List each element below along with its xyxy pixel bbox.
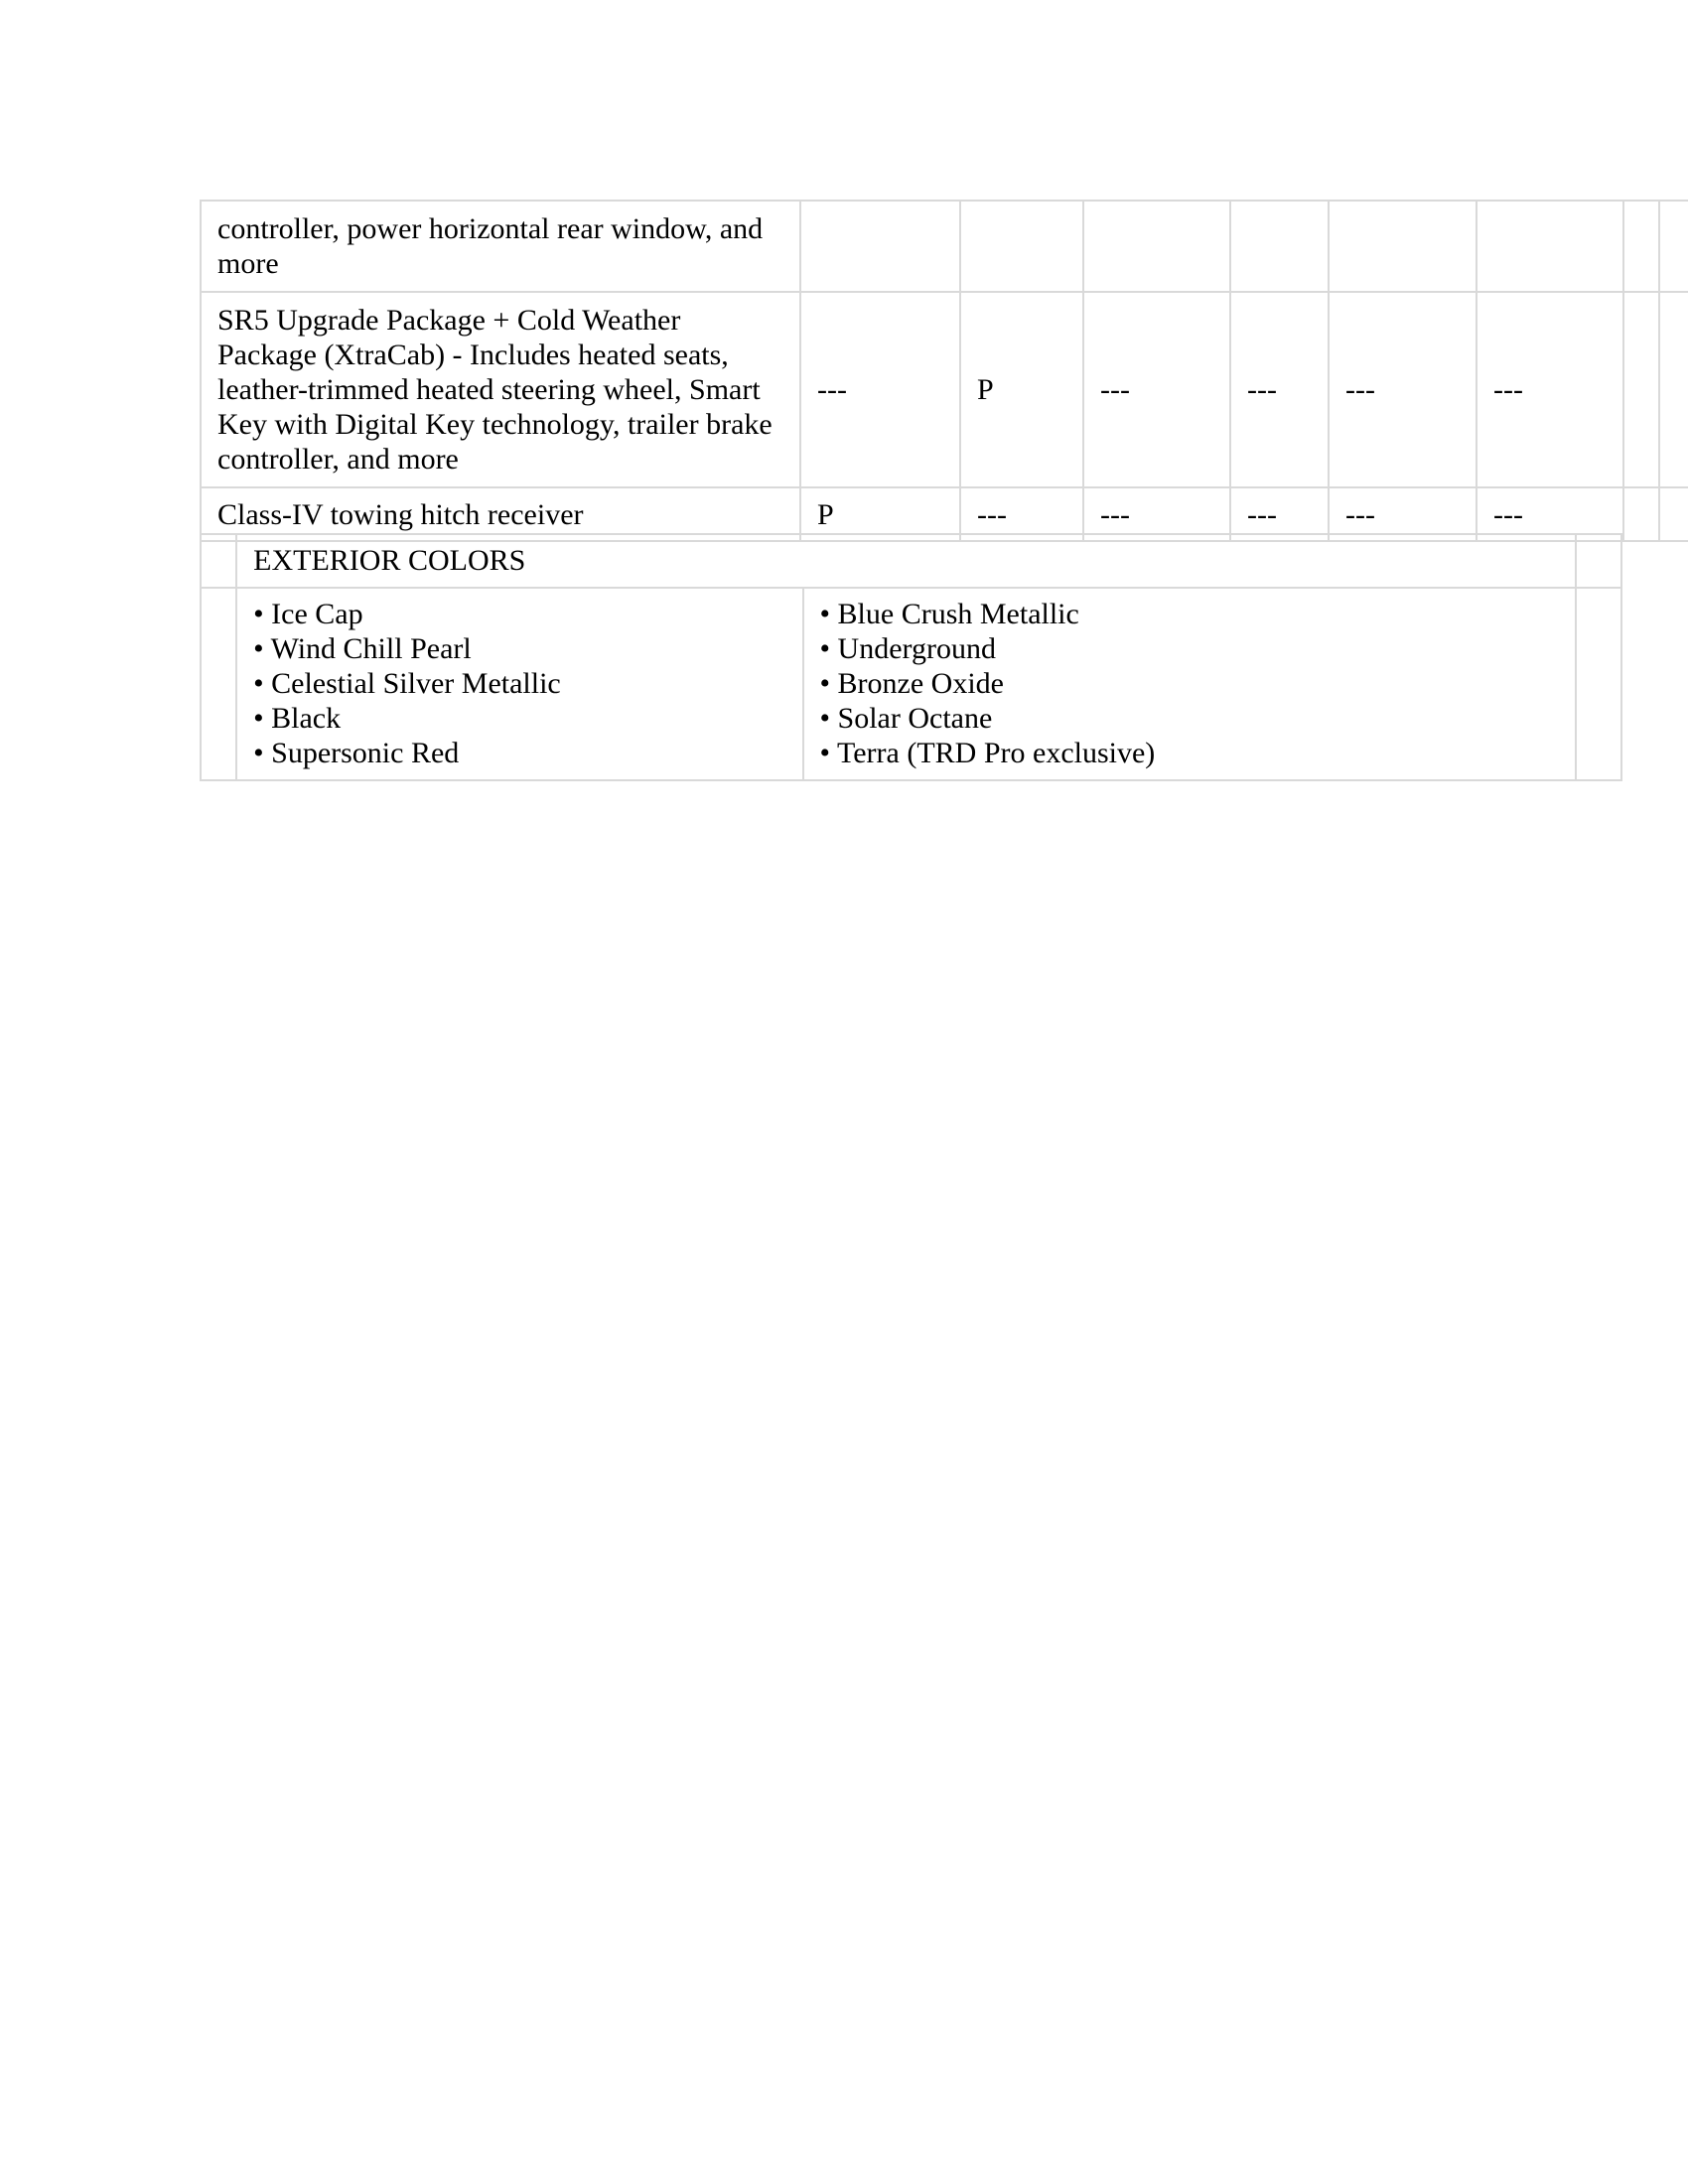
exterior-colors-table xyxy=(200,533,1622,781)
table-cell xyxy=(201,588,236,780)
feature-description: controller, power horizontal rear window, and more xyxy=(201,201,800,292)
list-item: • Bronze Oxide xyxy=(819,667,1004,700)
table-cell xyxy=(1576,588,1621,780)
table-cell xyxy=(800,201,960,292)
feature-description: Class-IV towing hitch receiver xyxy=(201,487,800,541)
feature-description: SR5 Upgrade Package + Cold Weather Package (XtraCab) - Includes heated seats, leather-trimmed heated steering wheel, Smart Key with Digital Key technology, trailer brake controller, and more xyxy=(201,292,800,487)
table-cell: --- xyxy=(800,292,960,487)
table-row xyxy=(201,534,1621,588)
table-cell: P xyxy=(800,487,960,541)
table-cell: --- xyxy=(1329,292,1477,487)
list-item: • Ice Cap xyxy=(253,598,363,630)
table-row xyxy=(201,292,1688,487)
list-item: • Wind Chill Pearl xyxy=(253,632,472,665)
table-cell: --- xyxy=(1230,292,1329,487)
table-cell xyxy=(1623,292,1659,487)
table-cell xyxy=(1230,201,1329,292)
table-cell: --- xyxy=(960,487,1083,541)
table-cell xyxy=(1477,201,1623,292)
spec-table xyxy=(200,200,1688,542)
list-item: • Black xyxy=(253,702,342,735)
table-cell xyxy=(1659,487,1688,541)
table-cell: --- xyxy=(1083,292,1230,487)
table-cell: --- xyxy=(1477,487,1623,541)
table-cell xyxy=(201,534,236,588)
list-item: • Supersonic Red xyxy=(253,737,460,769)
table-cell: P xyxy=(960,292,1083,487)
list-item: • Blue Crush Metallic xyxy=(819,598,1079,630)
table-cell xyxy=(1659,292,1688,487)
table-cell: --- xyxy=(1083,487,1230,541)
table-cell xyxy=(1083,201,1230,292)
table-cell: --- xyxy=(1329,487,1477,541)
table-cell xyxy=(1576,534,1621,588)
table-row xyxy=(201,588,1621,780)
list-item: • Terra (TRD Pro exclusive) xyxy=(819,737,1156,769)
table-cell xyxy=(1623,201,1659,292)
list-item: • Solar Octane xyxy=(819,702,993,735)
table-cell: --- xyxy=(1230,487,1329,541)
table-cell xyxy=(1659,201,1688,292)
table-cell xyxy=(960,201,1083,292)
list-item: • Underground xyxy=(819,632,996,665)
list-item: • Celestial Silver Metallic xyxy=(253,667,561,700)
table-row xyxy=(201,201,1688,292)
color-list-right xyxy=(803,588,1576,780)
table-cell xyxy=(1623,487,1659,541)
table-cell: --- xyxy=(1477,292,1623,487)
section-heading: EXTERIOR COLORS xyxy=(236,534,1576,588)
color-list-left xyxy=(236,588,802,780)
table-cell xyxy=(1329,201,1477,292)
